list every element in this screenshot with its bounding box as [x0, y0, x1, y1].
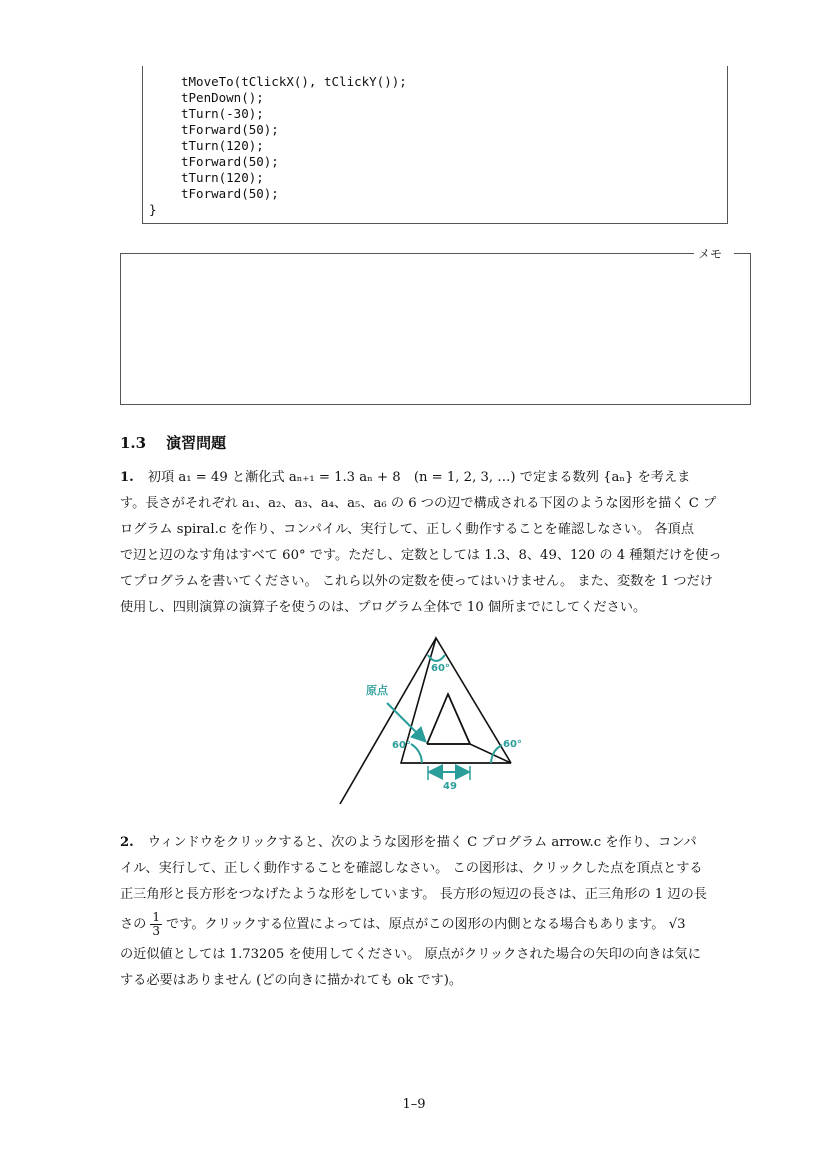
inner-edge — [448, 694, 470, 744]
code-line: tTurn(120); — [181, 138, 264, 153]
problem-1-line: す。長さがそれぞれ a₁、a₂、a₃、a₄、a₅、a₆ の 6 つの辺で構成される下図のような図形を描く C プ — [120, 496, 717, 511]
code-line: } — [149, 202, 157, 217]
problem-2-line: 2. ウィンドウをクリックすると、次のような図形を描く C プログラム arrow.c を作り、コンパ — [120, 835, 697, 850]
problem-2-line: さの $\frac{1}{3}$ です。クリックする位置によっては、原点がこの図形の内側となる場合もあります。 √3 — [120, 910, 686, 938]
origin-label: 原点 — [366, 684, 388, 697]
memo-border — [734, 253, 751, 254]
problem-1-line: てプログラムを書いてください。 これら以外の定数を使ってはいけません。 また、変数を 1 つだけ — [120, 574, 713, 589]
code-line: tTurn(120); — [181, 170, 264, 185]
problem-1-line: 1. 初項 a₁ = 49 と漸化式 aₙ₊₁ = 1.3 aₙ + 8 (n = 1, 2, 3, …) で定まる数列 {aₙ} を考えま — [120, 470, 691, 485]
problem-number: 1. — [120, 470, 134, 485]
fraction: $\frac{1}{3}$ — [152, 910, 161, 938]
problem-number: 2. — [120, 835, 134, 850]
code-line: tForward(50); — [181, 154, 279, 169]
memo-label: メモ — [698, 247, 723, 261]
spiral-tail — [340, 638, 436, 804]
code-line: tForward(50); — [181, 122, 279, 137]
spiral-path — [427, 694, 470, 744]
origin-arrow — [387, 703, 424, 740]
inner-edge — [427, 694, 448, 744]
angle-label-left: 60° — [392, 740, 411, 751]
problem-2-line: イル、実行して、正しく動作することを確認しなさい。 この図形は、クリックした点を頂点とする — [120, 861, 703, 876]
angle-label-top: 60° — [431, 663, 450, 674]
problem-2-line: 正三角形と長方形をつなげたような形をしています。 長方形の短辺の長さは、正三角形の 1 辺の長 — [120, 887, 707, 902]
memo-border — [120, 253, 694, 254]
page-number: 1–9 — [402, 1097, 426, 1112]
problem-2 — [120, 830, 752, 994]
section-number: 1.3 — [120, 434, 147, 452]
problem-1-line: 使用し、四則演算の演算子を使うのは、プログラム全体で 10 個所までにしてください。 — [120, 600, 647, 615]
problem-1 — [120, 465, 752, 621]
problem-2-line: の近似値としては 1.73205 を使用してください。 原点がクリックされた場合の矢印の向きは気に — [120, 947, 701, 962]
code-line: tForward(50); — [181, 186, 279, 201]
angle-arc-left — [411, 744, 422, 763]
memo-box — [120, 253, 751, 405]
code-line: tTurn(-30); — [181, 106, 264, 121]
section-title: 演習問題 — [166, 434, 227, 452]
problem-2-line: する必要はありません (どの向きに描かれても ok です)。 — [120, 973, 463, 988]
code-line: tPenDown(); — [181, 90, 264, 105]
section-heading — [120, 432, 226, 453]
length-label: 49 — [443, 781, 457, 792]
code-line: tMoveTo(tClickX(), tClickY()); — [181, 74, 407, 89]
angle-label-right: 60° — [503, 739, 522, 750]
problem-1-line: で辺と辺のなす角はすべて 60° です。ただし、定数としては 1.3、8、49、120 の 4 種類だけを使っ — [120, 548, 722, 563]
problem-1-line: ログラム spiral.c を作り、コンパイル、実行して、正しく動作することを確認しなさい。 各頂点 — [120, 522, 694, 537]
angle-arc-right — [491, 745, 502, 763]
spiral-figure — [330, 630, 530, 810]
